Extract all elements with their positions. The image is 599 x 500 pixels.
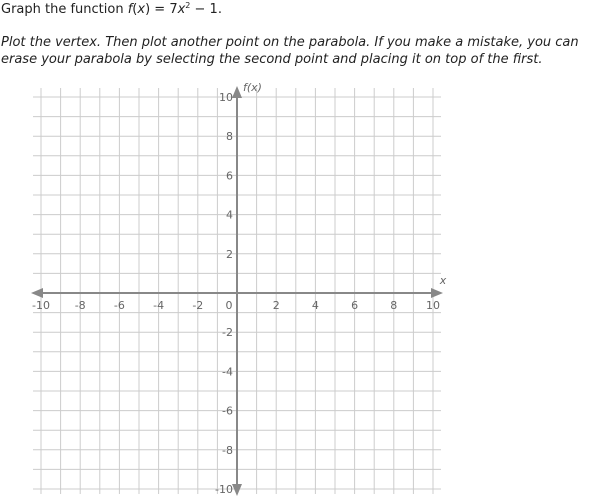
- x-tick-label: -8: [74, 299, 86, 312]
- x-tick-label: -10: [32, 299, 50, 312]
- paren-open: (: [132, 2, 138, 17]
- y-tick-label: 8: [226, 130, 233, 144]
- y-axis-top-arrow-icon: [232, 86, 242, 98]
- x-tick-label: -2: [192, 299, 204, 312]
- instructions-line-1: Plot the vertex. Then plot another point on the parabola. If you make a mistake, you can: [1, 35, 579, 50]
- y-tick-label: 2: [226, 247, 233, 261]
- y-tick-label: -10: [215, 483, 233, 496]
- x-axis-label: x: [439, 274, 447, 287]
- x-tick-label: 8: [390, 299, 398, 312]
- expression-rest: − 1.: [190, 2, 222, 17]
- x-tick-label: -6: [113, 299, 125, 312]
- paren-close: ): [145, 2, 151, 17]
- y-tick-label: -8: [222, 443, 233, 457]
- expression-variable: x: [177, 2, 186, 17]
- y-tick-label: 4: [226, 208, 233, 222]
- axes: [31, 86, 443, 496]
- x-tick-label: 4: [311, 299, 319, 312]
- x-axis-right-arrow-icon: [431, 288, 443, 298]
- x-axis-left-arrow-icon: [31, 288, 43, 298]
- y-tick-label: -6: [222, 404, 233, 418]
- exponent: 2: [185, 1, 191, 10]
- x-tick-label: 2: [272, 299, 280, 312]
- y-tick-label: -4: [222, 365, 233, 379]
- equals-coefficient: = 7: [150, 2, 178, 17]
- x-tick-label: -4: [153, 299, 165, 312]
- origin-label: 0: [225, 299, 233, 312]
- x-tick-label: 6: [351, 299, 359, 312]
- y-axis-bottom-arrow-icon: [232, 484, 242, 496]
- y-tick-label: -2: [222, 326, 233, 340]
- y-tick-label: 10: [219, 91, 233, 104]
- question-prefix: Graph the function: [1, 2, 128, 17]
- instructions-line-2: erase your parabola by selecting the second point and placing it on top of the first.: [1, 52, 543, 67]
- y-tick-label: 6: [226, 169, 233, 183]
- function-variable: x: [137, 2, 146, 17]
- function-name: f: [127, 2, 133, 17]
- x-tick-label: 10: [426, 299, 440, 312]
- y-axis-label: f(x): [243, 81, 262, 94]
